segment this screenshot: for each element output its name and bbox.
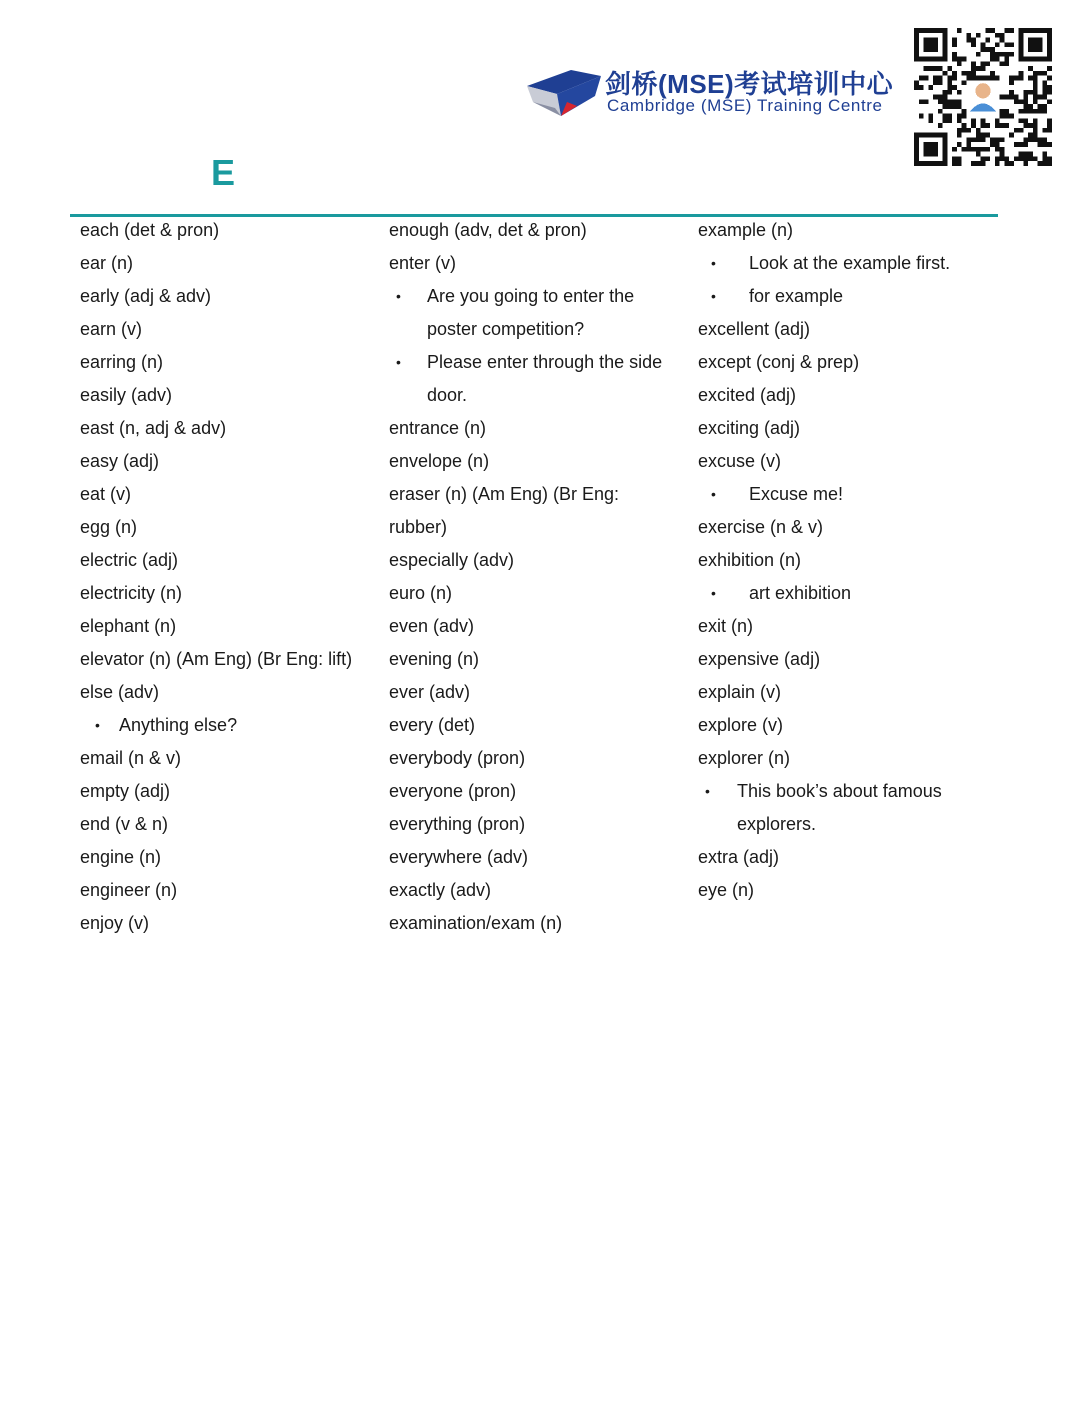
word-entry: email (n & v) xyxy=(80,748,182,768)
word-entry: examination/exam (n) xyxy=(389,913,563,933)
word-entry: ear (n) xyxy=(80,253,134,273)
word-entry: elephant (n) xyxy=(80,616,177,636)
word-entry: envelope (n) xyxy=(389,451,490,471)
word-entry: egg (n) xyxy=(80,517,138,537)
word-entry: easily (adv) xyxy=(80,385,173,405)
word-entry: eraser (n) (Am Eng) (Br Eng: xyxy=(389,484,620,504)
example-sentence xyxy=(80,709,385,742)
word-entry: early (adj & adv) xyxy=(80,286,212,306)
example-sentence xyxy=(698,577,998,610)
word-entry: entrance (n) xyxy=(389,418,487,438)
word-entry: eat (v) xyxy=(80,484,132,504)
bullet-icon: • xyxy=(396,354,401,370)
example-sentence xyxy=(698,478,998,511)
example-text: poster competition? xyxy=(427,319,585,339)
section-letter: E xyxy=(211,152,236,193)
word-entry: excellent (adj) xyxy=(698,319,811,339)
word-entry: every (det) xyxy=(389,715,476,735)
example-continuation xyxy=(698,808,998,841)
example-continuation xyxy=(389,313,694,346)
word-entry: explore (v) xyxy=(698,715,784,735)
word-entry: everywhere (adv) xyxy=(389,847,529,867)
example-sentence xyxy=(698,247,998,280)
word-entry: earring (n) xyxy=(80,352,164,372)
word-entry: earn (v) xyxy=(80,319,143,339)
word-entry: empty (adj) xyxy=(80,781,171,801)
example-sentence xyxy=(389,346,694,379)
word-entry: eye (n) xyxy=(698,880,755,900)
word-entry: especially (adv) xyxy=(389,550,515,570)
bullet-icon: • xyxy=(711,585,716,601)
word-entry: explorer (n) xyxy=(698,748,791,768)
word-entry: excited (adj) xyxy=(698,385,797,405)
example-continuation xyxy=(389,379,694,412)
word-entry: elevator (n) (Am Eng) (Br Eng: lift) xyxy=(80,649,353,669)
brand-name-chinese: 剑桥(MSE)考试培训中心 xyxy=(605,69,894,99)
example-text: Excuse me! xyxy=(749,484,844,504)
word-column-1 xyxy=(80,214,385,940)
example-sentence xyxy=(698,280,998,313)
word-entry: exit (n) xyxy=(698,616,754,636)
example-text: Please enter through the side xyxy=(427,352,663,372)
word-entry: even (adv) xyxy=(389,616,475,636)
word-entry: exactly (adv) xyxy=(389,880,492,900)
brand-header xyxy=(525,60,910,120)
word-entry: exercise (n & v) xyxy=(698,517,824,537)
cambridge-logo-icon xyxy=(525,62,603,118)
example-text: explorers. xyxy=(737,814,817,834)
word-entry: everybody (pron) xyxy=(389,748,526,768)
word-entry: example (n) xyxy=(698,220,794,240)
word-entry: easy (adj) xyxy=(80,451,160,471)
word-entry: end (v & n) xyxy=(80,814,169,834)
word-entry: excuse (v) xyxy=(698,451,782,471)
example-text: This book’s about famous xyxy=(737,781,942,801)
word-entry: everything (pron) xyxy=(389,814,526,834)
word-column-2 xyxy=(389,214,694,940)
word-entry: ever (adv) xyxy=(389,682,471,702)
word-entry: electricity (n) xyxy=(80,583,183,603)
word-entry: evening (n) xyxy=(389,649,480,669)
word-entry: extra (adj) xyxy=(698,847,780,867)
qr-code-icon xyxy=(914,28,1052,166)
word-entry: electric (adj) xyxy=(80,550,179,570)
word-entry: engine (n) xyxy=(80,847,162,867)
word-entry: except (conj & prep) xyxy=(698,352,860,372)
word-entry: each (det & pron) xyxy=(80,220,220,240)
brand-name-english: Cambridge (MSE) Training Centre xyxy=(607,96,883,115)
example-sentence xyxy=(389,280,694,313)
word-entry: east (n, adj & adv) xyxy=(80,418,227,438)
example-sentence xyxy=(698,775,998,808)
word-entry: rubber) xyxy=(389,517,448,537)
bullet-icon: • xyxy=(711,486,716,502)
bullet-icon: • xyxy=(95,717,100,733)
word-entry: exciting (adj) xyxy=(698,418,801,438)
word-entry: explain (v) xyxy=(698,682,782,702)
word-entry: else (adv) xyxy=(80,682,160,702)
word-entry: exhibition (n) xyxy=(698,550,802,570)
word-entry: expensive (adj) xyxy=(698,649,821,669)
word-entry: engineer (n) xyxy=(80,880,178,900)
word-entry: enter (v) xyxy=(389,253,457,273)
example-text: door. xyxy=(427,385,468,405)
word-entry: euro (n) xyxy=(389,583,453,603)
word-entry: enough (adv, det & pron) xyxy=(389,220,587,240)
word-column-3 xyxy=(698,214,998,907)
bullet-icon: • xyxy=(705,783,710,799)
bullet-icon: • xyxy=(711,288,716,304)
word-entry: enjoy (v) xyxy=(80,913,150,933)
bullet-icon: • xyxy=(711,255,716,271)
example-text: Are you going to enter the xyxy=(427,286,635,306)
example-text: for example xyxy=(749,286,844,306)
example-text: Look at the example first. xyxy=(749,253,951,273)
bullet-icon: • xyxy=(396,288,401,304)
word-entry: everyone (pron) xyxy=(389,781,517,801)
example-text: art exhibition xyxy=(749,583,852,603)
example-text: Anything else? xyxy=(119,715,238,735)
